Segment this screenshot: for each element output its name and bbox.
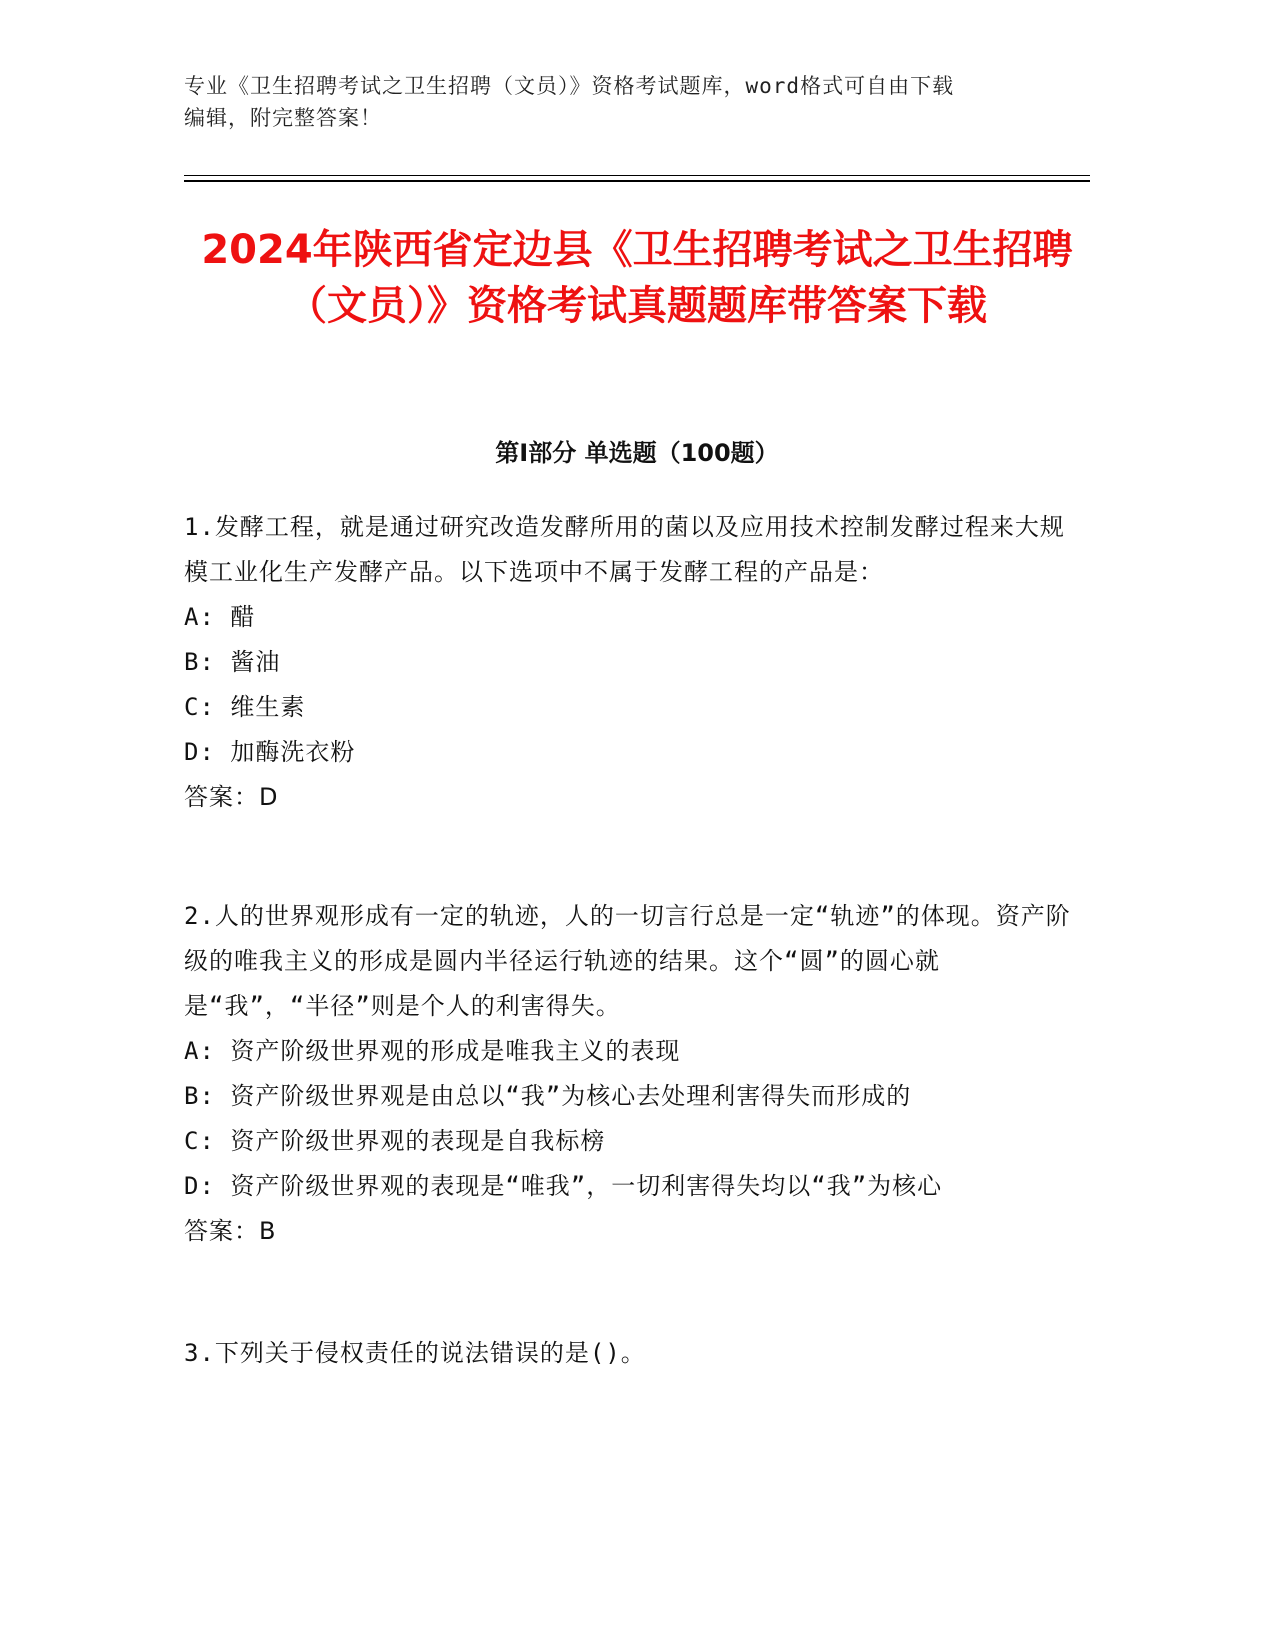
header-rule-thick	[184, 180, 1090, 182]
option-c: C: 维生素	[184, 693, 306, 721]
header-note-line-1: 专业《卫生招聘考试之卫生招聘（文员）》资格考试题库，word格式可自由下载	[184, 74, 955, 98]
answer: 答案：D	[184, 783, 279, 811]
option-a: A: 醋	[184, 603, 256, 631]
answer: 答案：B	[184, 1217, 277, 1245]
option-b: B: 酱油	[184, 648, 281, 676]
section-heading: 第Ⅰ部分 单选题（100题）	[495, 439, 779, 467]
question-stem: 1.发酵工程，就是通过研究改造发酵所用的菌以及应用技术控制发酵过程来大规模工业化生产发酵产品。以下选项中不属于发酵工程的产品是：	[184, 513, 1065, 586]
question-1	[184, 505, 1074, 844]
option-d: D: 资产阶级世界观的表现是“唯我”，一切利害得失均以“我”为核心	[184, 1172, 943, 1200]
header-rule-thin	[184, 175, 1090, 176]
question-3	[184, 1331, 1074, 1376]
option-a: A: 资产阶级世界观的形成是唯我主义的表现	[184, 1037, 681, 1065]
question-stem: 3.下列关于侵权责任的说法错误的是()。	[184, 1339, 646, 1367]
option-d: D: 加酶洗衣粉	[184, 738, 356, 766]
header-note	[184, 70, 1084, 134]
document-title: 2024年陕西省定边县《卫生招聘考试之卫生招聘（文员）》资格考试真题题库带答案下载	[201, 227, 1073, 329]
option-b: B: 资产阶级世界观是由总以“我”为核心去处理利害得失而形成的	[184, 1082, 912, 1110]
option-c: C: 资产阶级世界观的表现是自我标榜	[184, 1127, 606, 1155]
header-note-line-2: 编辑，附完整答案！	[184, 106, 382, 130]
question-stem: 2.人的世界观形成有一定的轨迹，人的一切言行总是一定“轨迹”的体现。资产阶级的唯我主义的形成是圆内半径运行轨迹的结果。这个“圆”的圆心就是“我”，“半径”则是个人的利害得失。	[184, 902, 1071, 1020]
question-2	[184, 894, 1074, 1278]
